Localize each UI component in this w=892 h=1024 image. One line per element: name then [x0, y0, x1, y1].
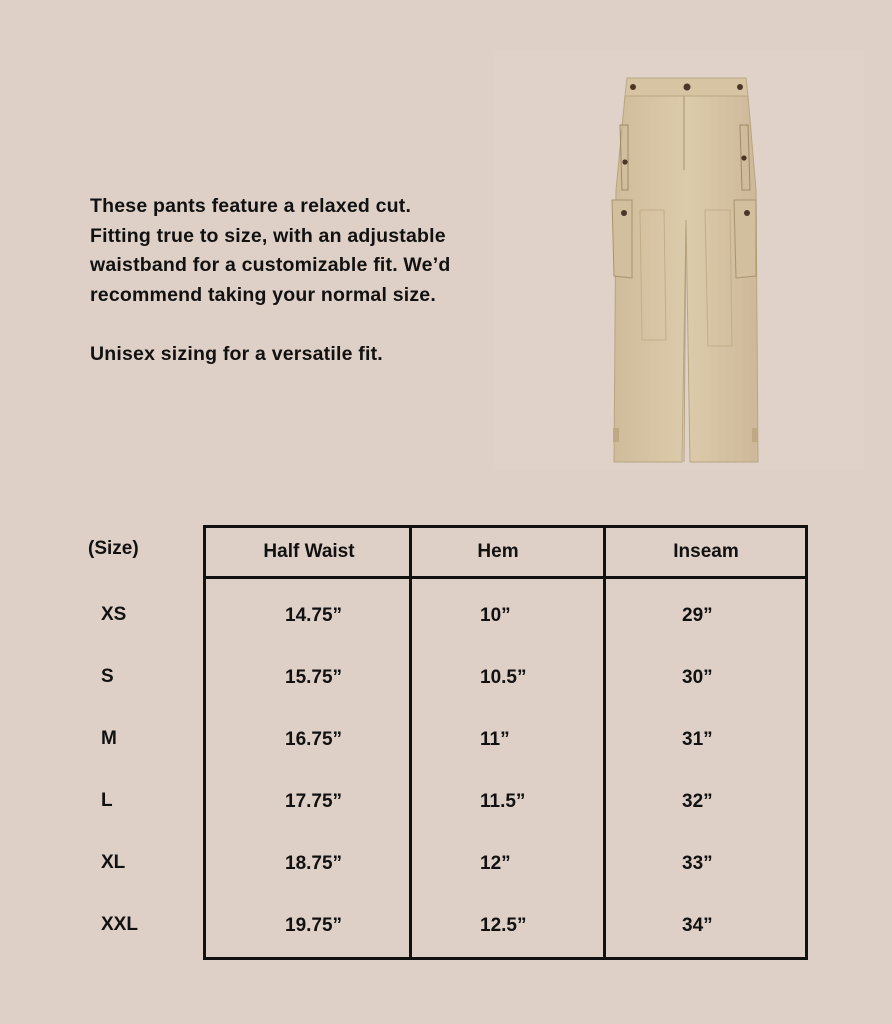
cell-hem: 10”: [480, 605, 511, 626]
size-chart-table: [203, 525, 808, 960]
cell-inseam: 33”: [682, 853, 713, 874]
cell-half-waist: 18.75”: [285, 853, 343, 874]
desc-line: waistband for a customizable fit. We’d: [90, 254, 451, 276]
size-column-header: (Size): [88, 538, 139, 559]
cell-inseam: 30”: [682, 667, 713, 688]
product-description: [90, 192, 490, 369]
header-divider: [206, 576, 805, 579]
cell-half-waist: 15.75”: [285, 667, 343, 688]
cell-half-waist: 16.75”: [285, 729, 343, 750]
cell-hem: 11.5”: [480, 791, 526, 812]
size-label-xxl: XXL: [101, 914, 138, 935]
header-hem: Hem: [477, 541, 519, 562]
cargo-pants-illustration: [494, 50, 864, 470]
cell-inseam: 29”: [682, 605, 713, 626]
size-label-xs: XS: [101, 604, 127, 625]
cell-inseam: 31”: [682, 729, 713, 750]
desc-line: Fitting true to size, with an adjustable: [90, 224, 446, 247]
unisex-note: Unisex sizing for a versatile fit.: [90, 342, 383, 365]
cell-hem: 10.5”: [480, 667, 527, 688]
cell-inseam: 32”: [682, 791, 713, 812]
size-label-l: L: [101, 790, 113, 811]
header-half-waist: Half Waist: [263, 541, 355, 562]
fit-description: [90, 192, 490, 310]
size-label-xl: XL: [101, 852, 126, 873]
column-divider: [409, 528, 412, 957]
size-label-s: S: [101, 666, 114, 687]
cell-hem: 12”: [480, 853, 511, 874]
cell-inseam: 34”: [682, 915, 713, 936]
product-image: [494, 50, 864, 470]
column-divider: [603, 528, 606, 957]
desc-line: These pants feature a relaxed cut.: [90, 195, 412, 217]
desc-line: recommend taking your normal size.: [90, 283, 436, 306]
cell-half-waist: 14.75”: [285, 605, 343, 626]
cell-hem: 12.5”: [480, 915, 527, 936]
cell-half-waist: 19.75”: [285, 915, 343, 936]
header-inseam: Inseam: [673, 541, 739, 562]
cell-half-waist: 17.75”: [285, 791, 343, 812]
size-label-m: M: [101, 728, 117, 749]
cell-hem: 11”: [480, 729, 510, 750]
